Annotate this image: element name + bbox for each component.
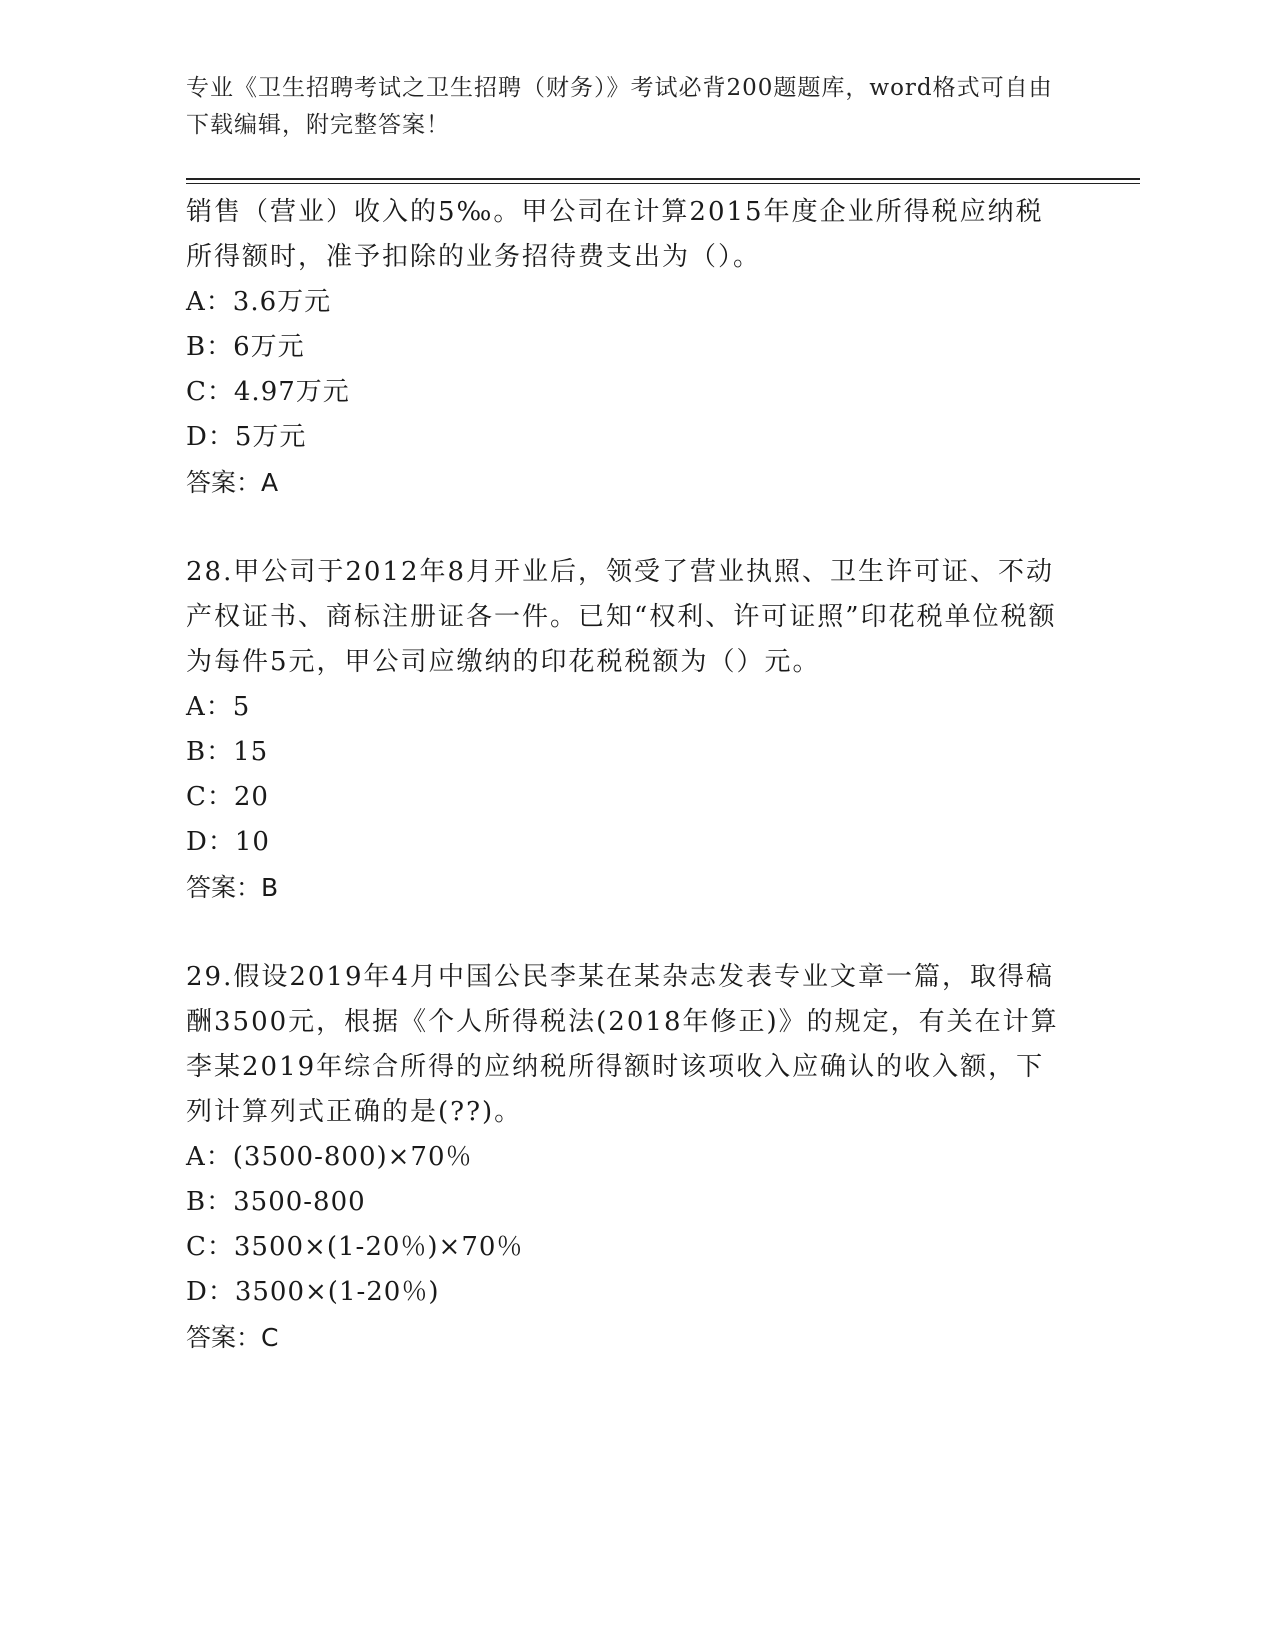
question-stem: 28.甲公司于2012年8月开业后，领受了营业执照、卫生许可证、不动产权证书、商标注册证各一件。已知“权利、许可证照”印花税单位税额为每件5元，甲公司应缴纳的印花税税额为（）元。 bbox=[186, 557, 1057, 677]
question-block bbox=[186, 190, 1066, 505]
option-c: C：3500×(1-20％)×70％ bbox=[186, 1232, 524, 1262]
option-a: A：(3500-800)×70％ bbox=[186, 1142, 473, 1172]
option-b: B：15 bbox=[186, 737, 269, 767]
question-stem: 29.假设2019年4月中国公民李某在某杂志发表专业文章一篇，取得稿酬3500元，根据《个人所得税法(2018年修正)》的规定，有关在计算李某2019年综合所得的应纳税所得额时该项收入应确认的收入额，下列计算列式正确的是(??)。 bbox=[186, 962, 1059, 1127]
answer-line: 答案：C bbox=[186, 1323, 279, 1352]
question-list bbox=[186, 190, 1066, 1405]
option-c: C：4.97万元 bbox=[186, 377, 350, 407]
document-header: 专业《卫生招聘考试之卫生招聘（财务）》考试必背200题题库，word格式可自由下载编辑，附完整答案！ bbox=[186, 75, 1053, 138]
option-d: D：10 bbox=[186, 827, 270, 857]
option-b: B：6万元 bbox=[186, 332, 305, 362]
question-block bbox=[186, 550, 1066, 910]
option-d: D：5万元 bbox=[186, 422, 307, 452]
option-a: A：5 bbox=[186, 692, 251, 722]
header-rule-thick bbox=[186, 178, 1140, 180]
answer-line: 答案：A bbox=[186, 468, 279, 497]
answer-line: 答案：B bbox=[186, 873, 279, 902]
option-c: C：20 bbox=[186, 782, 269, 812]
option-a: A：3.6万元 bbox=[186, 287, 332, 317]
option-b: B：3500-800 bbox=[186, 1187, 366, 1217]
option-d: D：3500×(1-20％) bbox=[186, 1277, 440, 1307]
question-stem: 销售（营业）收入的5‰。甲公司在计算2015年度企业所得税应纳税所得额时，准予扣除的业务招待费支出为（）。 bbox=[186, 197, 1044, 272]
question-block bbox=[186, 955, 1066, 1360]
header-rule-thin bbox=[186, 183, 1140, 184]
